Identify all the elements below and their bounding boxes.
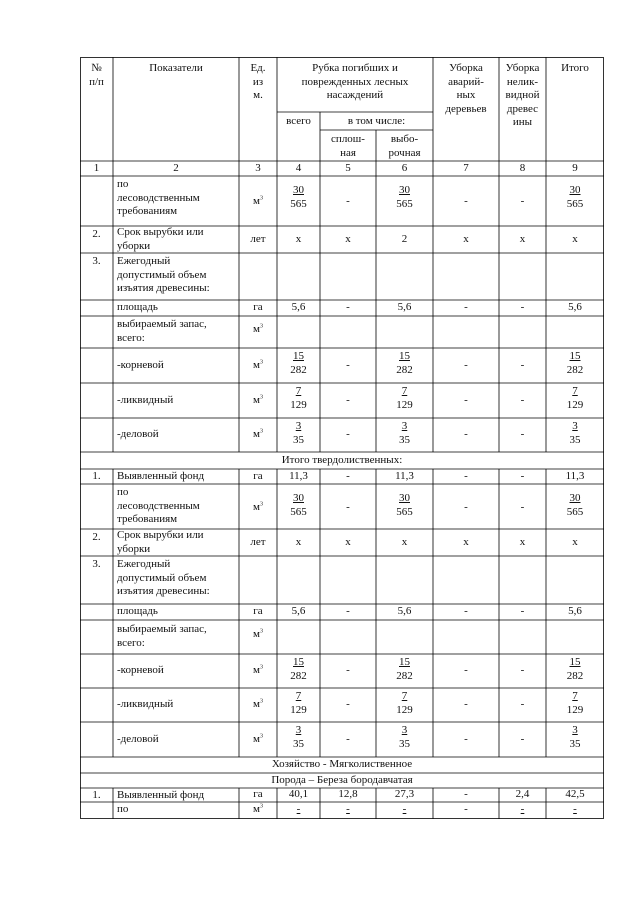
- unit-m3: $м^3$: [253, 628, 263, 640]
- header-felling: Рубка погибших и поврежденных лесных насаждений: [301, 62, 409, 101]
- silv-emergency: -: [464, 195, 468, 207]
- unit-ha: га: [253, 605, 263, 617]
- row-number: 1.: [92, 789, 101, 801]
- row-business-label: -деловой: [117, 733, 159, 745]
- row-number: 3.: [92, 558, 101, 570]
- unit-m3: $м^3$: [253, 394, 263, 406]
- area-selective: 5,6: [397, 301, 412, 313]
- root-grand: 15 282: [566, 656, 584, 682]
- row-identified-label: Выявленный фонд по: [117, 789, 205, 815]
- birch-clear: 12,8: [338, 788, 358, 800]
- term-clear: x: [345, 233, 351, 245]
- term-selective: x: [401, 536, 408, 548]
- root-selective: 15 282: [396, 656, 413, 682]
- business-emergency: -: [464, 733, 468, 745]
- row-term-label: Срок вырубки или уборки: [117, 226, 204, 252]
- liquid-illiquid: -: [520, 394, 525, 406]
- row-silvicultural-label: по лесоводственным требованиям: [117, 486, 200, 525]
- birch-selective: 27,3: [394, 788, 415, 800]
- business-grand: 3 35: [569, 420, 581, 446]
- liquid-grand: 7 129: [566, 385, 584, 411]
- liquid-clear: -: [346, 698, 350, 710]
- fund-emergency: -: [464, 470, 468, 482]
- birch-grand: 42,5: [565, 788, 585, 800]
- silv-selective: 30 565: [396, 492, 413, 518]
- unit-ha: га: [253, 301, 263, 313]
- area-illiquid: -: [520, 605, 525, 617]
- silv-total: 30 565: [290, 184, 307, 210]
- business-illiquid: -: [520, 428, 525, 440]
- fund-selective: 11,3: [395, 470, 414, 482]
- area-total: 5,6: [291, 301, 306, 313]
- silv-clear: -: [346, 195, 350, 207]
- liquid-selective: 7 129: [396, 690, 413, 716]
- term-total: x: [295, 536, 302, 548]
- term-clear: x: [345, 536, 351, 548]
- farm-heading: Хозяйство - Мягколиственное: [271, 758, 413, 770]
- liquid-total: 7 129: [290, 385, 307, 411]
- header-selective: выбо- рочная: [388, 133, 421, 159]
- business-emergency: -: [464, 428, 468, 440]
- row-identified-label: Выявленный фонд: [117, 470, 205, 482]
- row-root-label: -корневой: [117, 359, 164, 371]
- birch-emergency: -: [464, 788, 468, 800]
- root-clear: -: [346, 664, 350, 676]
- unit-m3: $м^3$: [253, 359, 263, 371]
- liquid-clear: -: [346, 394, 350, 406]
- header-num: № п/п: [89, 62, 104, 88]
- fund-total: 11,3: [289, 470, 308, 482]
- col-number: 1: [93, 162, 100, 174]
- header-emergency: Уборка аварий- ных деревьев: [445, 62, 487, 115]
- liquid-illiquid: -: [520, 698, 525, 710]
- liquid-emergency: -: [464, 698, 468, 710]
- fund-clear: -: [346, 470, 350, 482]
- area-emergency: -: [464, 301, 468, 313]
- col-number: 8: [519, 162, 526, 174]
- row-number: 1.: [92, 470, 101, 482]
- business-illiquid: -: [520, 733, 525, 745]
- row-liquid-label: -ликвидный: [117, 394, 174, 406]
- liquid-selective: 7 129: [396, 385, 413, 411]
- birch-total: 40,1: [288, 788, 309, 800]
- area-grand: 5,6: [568, 605, 582, 617]
- term-illiquid: x: [519, 233, 526, 245]
- root-clear: -: [346, 359, 350, 371]
- term-total: x: [295, 233, 302, 245]
- area-illiquid: -: [520, 301, 525, 313]
- unit-ha: га: [253, 788, 263, 800]
- liquid-grand: 7 129: [566, 690, 584, 716]
- area-clear: -: [346, 605, 350, 617]
- birch-m3-total: -: [296, 803, 301, 815]
- root-total: 15 282: [290, 350, 307, 376]
- term-selective: 2: [401, 233, 408, 245]
- unit-m3: $м^3$: [253, 195, 263, 207]
- root-emergency: -: [464, 359, 468, 371]
- silv-grand: 30 565: [566, 492, 584, 518]
- term-emergency: x: [463, 536, 469, 548]
- row-business-label: -деловой: [117, 428, 159, 440]
- unit-m3: $м^3$: [253, 664, 263, 676]
- row-number: 2.: [92, 228, 101, 240]
- species-heading: Порода – Береза бородавчатая: [271, 774, 413, 786]
- business-selective: 3 35: [399, 420, 410, 446]
- area-selective: 5,6: [397, 605, 412, 617]
- row-area-label: площадь: [117, 605, 158, 617]
- row-silvicultural-label: по лесоводственным требованиям: [117, 178, 200, 217]
- silv-selective: 30 565: [396, 184, 413, 210]
- business-selective: 3 35: [399, 724, 410, 750]
- row-stock-label: выбираемый запас, всего:: [117, 318, 207, 344]
- unit-m3: $м^3$: [253, 733, 263, 745]
- unit-m3: $м^3$: [253, 428, 263, 440]
- root-grand: 15 282: [566, 350, 584, 376]
- row-number: 3.: [92, 255, 101, 267]
- unit-years: лет: [250, 536, 266, 548]
- unit-ha: га: [253, 470, 263, 482]
- col-number: 2: [173, 162, 179, 174]
- col-number: 3: [255, 162, 261, 174]
- birch-m3-illiquid: -: [520, 803, 525, 815]
- row-allowable-label: Ежегодный допустимый объем изъятия древесины:: [117, 558, 210, 597]
- birch-m3-emergency: -: [464, 803, 468, 815]
- header-grand-total: Итого: [561, 62, 589, 74]
- header-clear: сплош- ная: [331, 133, 365, 159]
- col-number: 6: [401, 162, 408, 174]
- row-stock-label: выбираемый запас, всего:: [117, 623, 207, 649]
- fund-illiquid: -: [520, 470, 525, 482]
- birch-m3-selective: -: [402, 803, 407, 815]
- term-emergency: x: [463, 233, 469, 245]
- silv-clear: -: [346, 501, 350, 513]
- term-grand: x: [572, 233, 578, 245]
- header-indicators: Показатели: [149, 62, 203, 74]
- row-liquid-label: -ликвидный: [117, 698, 174, 710]
- header-total-sub: всего: [286, 115, 311, 127]
- root-illiquid: -: [520, 664, 525, 676]
- silv-illiquid: -: [520, 501, 525, 513]
- area-grand: 5,6: [568, 301, 582, 313]
- col-number: 4: [295, 162, 302, 174]
- fund-grand: 11,3: [565, 470, 585, 482]
- col-number: 5: [345, 162, 351, 174]
- header-unit: Ед. из м.: [250, 62, 266, 101]
- header-illiquid: Уборка нелик- видной древес ины: [505, 62, 540, 128]
- unit-m3: $м^3$: [253, 501, 263, 513]
- header-including: в том числе:: [347, 115, 406, 127]
- col-number: 9: [572, 162, 578, 174]
- business-total: 3 35: [293, 420, 304, 446]
- row-allowable-label: Ежегодный допустимый объем изъятия древесины:: [117, 255, 210, 294]
- document-page: [80, 57, 604, 819]
- row-root-label: -корневой: [117, 664, 164, 676]
- row-number: 2.: [92, 531, 101, 543]
- unit-m3: $м^3$: [253, 803, 263, 815]
- subtotal-heading: Итого твердолиственных:: [281, 454, 403, 466]
- area-clear: -: [346, 301, 350, 313]
- birch-illiquid: 2,4: [515, 788, 530, 800]
- liquid-total: 7 129: [290, 690, 307, 716]
- area-total: 5,6: [291, 605, 306, 617]
- business-clear: -: [346, 428, 350, 440]
- birch-m3-grand: -: [573, 803, 577, 815]
- term-illiquid: x: [519, 536, 526, 548]
- row-term-label: Срок вырубки или уборки: [117, 529, 204, 555]
- root-emergency: -: [464, 664, 468, 676]
- liquid-emergency: -: [464, 394, 468, 406]
- unit-m3: $м^3$: [253, 698, 263, 710]
- business-clear: -: [346, 733, 350, 745]
- birch-m3-clear: -: [346, 803, 350, 815]
- silv-emergency: -: [464, 501, 468, 513]
- silv-grand: 30 565: [566, 184, 584, 210]
- business-grand: 3 35: [569, 724, 581, 750]
- area-emergency: -: [464, 605, 468, 617]
- row-area-label: площадь: [117, 301, 158, 313]
- root-selective: 15 282: [396, 350, 413, 376]
- col-number: 7: [463, 162, 469, 174]
- silv-illiquid: -: [520, 195, 525, 207]
- term-grand: x: [572, 536, 578, 548]
- unit-years: лет: [250, 233, 266, 245]
- root-total: 15 282: [290, 656, 307, 682]
- business-total: 3 35: [293, 724, 304, 750]
- unit-m3: $м^3$: [253, 323, 263, 335]
- silv-total: 30 565: [290, 492, 307, 518]
- root-illiquid: -: [520, 359, 525, 371]
